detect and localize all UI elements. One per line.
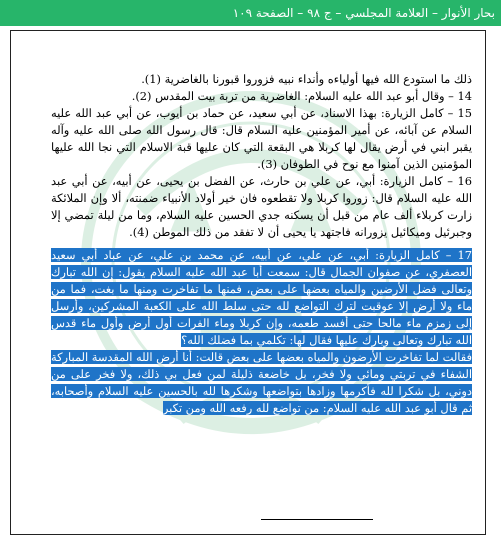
page-text [51,71,472,417]
hadith-17-highlighted-selection[interactable] [51,247,472,349]
footnote-separator [261,519,373,520]
selected-text[interactable]: 17 – كامل الزيارة: أبي، عن علي، عن أبيه، عن محمد بن علي، عن عباد أبي سعيد العصفري، عن صفوان الجمال قال: سمعت أبا عبد الله عليه السلام يقول: إن الله تبارك وتعالى فضل الأرضين والمياه بعضها على بعض، فمنها ما تفاخرت ومنها ما بغت، فما من ماء ولا أرض إلا عوقبت لترك التواضع لله حتى سلط الله على الكعبة المشركين، وأرسل إلى زمزم ماء مالحا حتى أفسد طعمه، وإن كربلا وماء الفرات أول أرض وأول ماء قدس الله تبارك وتعالى وبارك عليها فقال لها: تكلمي بما فضلك الله؟ [51,248,472,347]
hadith-14: 14 – وقال أبو عبد الله عليه السلام: الغاضرية من تربة بيت المقدس (2). [131,89,472,103]
book-page [10,30,486,535]
hadith-16: 16 – كامل الزيارة: أبي، عن علي بن حارث، عن الفضل بن يحيى، عن أبيه، عن أبي عبد الله عليه السلام قال: زوروا كربلا ولا تقطعوه فان خير أولاد الأنبياء ضمنته، ألا وإن الملائكة زارت كربلاء ألف عام من قبل أن يسكنه جدي الحسين عليه السلام، وما من ليلة تمضي إلا وجبرئيل وميكائيل يزورانه فاجتهد يا يحيى أن لا تفقد من ذلك الموطن (4). [51,174,472,239]
hadith-17-continued-highlighted[interactable] [51,349,472,417]
hadith-15: 15 – كامل الزيارة: بهذا الاسناد، عن أبي سعيد، عن حماد بن أيوب، عن أبي عبد الله عليه السلام عن آبائه، عن أمير المؤمنين عليه السلام قال: قال رسول الله صلى الله عليه وآله يقبر ابني في أرض يقال لها كربلا هي البقعة التي كان عليها قبة الاسلام التي نجا الله عليها المؤمنين الذين آمنوا مع نوح في الطوفان (3). [51,106,472,171]
window-title-bar [0,0,501,26]
page-title: بحار الأنوار – العلامة المجلسي – ج ٩٨ – الصفحة ١٠٩ [232,6,495,20]
paragraph-continuation: ذلك ما استودع الله فيها أولياءه وأنداء نبيه فزوروا قبورنا بالغاضرية (1). [141,72,472,86]
selected-text-continued[interactable]: فقالت لما تفاخرت الأرضون والمياه بعضها على بعض قالت: أنا أرض الله المقدسة المباركة الشفاء في تربتي ومائي ولا فخر، بل خاضعة ذليلة لمن فعل بي ذلك، ولا فخر على من دوني، بل شكرا لله فأكرمها وزادها بتواضعها وشكرها لله بالحسين عليه السلام وأصحابه، ثم قال أبو عبد الله عليه السلام: من تواضع لله رفعه الله ومن تكبر [51,350,472,415]
